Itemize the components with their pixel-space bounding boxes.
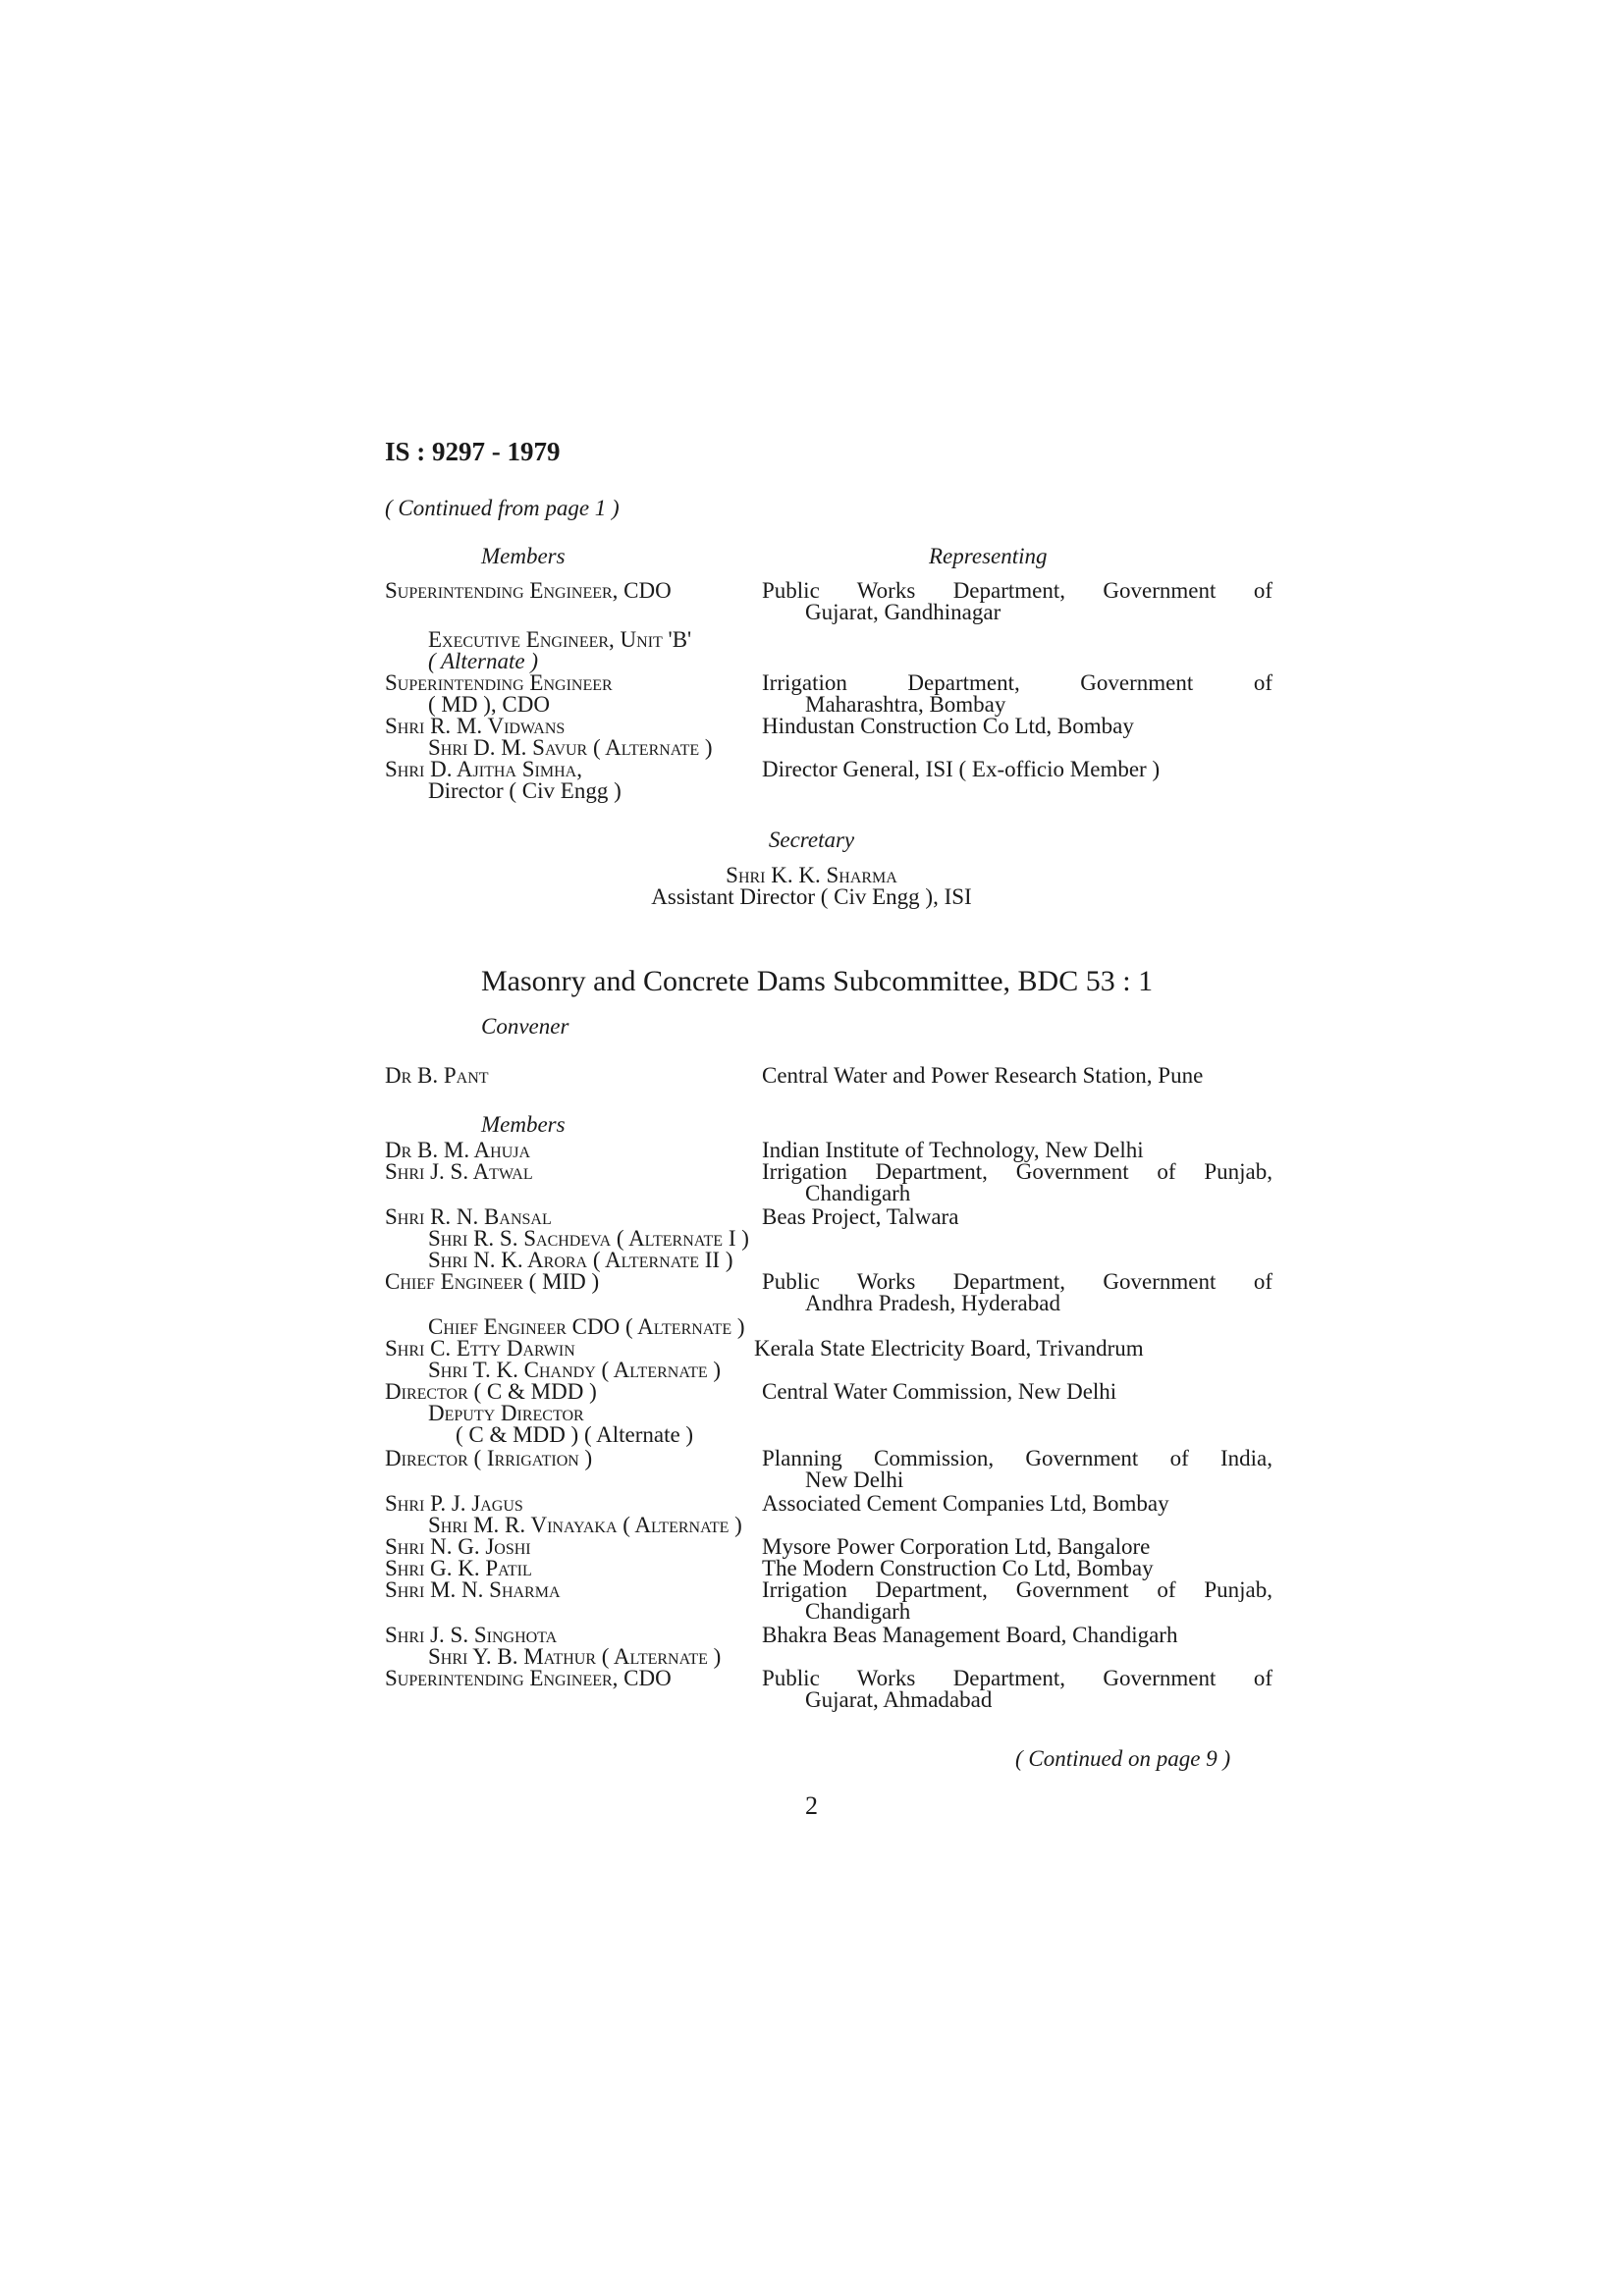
convener-heading: Convener [481, 1014, 569, 1039]
continued-on-note: ( Continued on page 9 ) [1015, 1746, 1231, 1771]
member-representing-cont: Gujarat, Ahmadabad [805, 1687, 993, 1712]
member-representing: Indian Institute of Technology, New Delhi [762, 1138, 1144, 1162]
members-heading: Members [481, 544, 566, 568]
member-name: Shri G. K. Patil [385, 1556, 532, 1580]
member-name: Executive Engineer, Unit 'B' [428, 627, 692, 652]
member-representing: Beas Project, Talwara [762, 1204, 959, 1229]
member-representing: Central Water Commission, New Delhi [762, 1379, 1117, 1404]
member-representing: Planning Commission, Government of India, [762, 1446, 1272, 1470]
member-representing: The Modern Construction Co Ltd, Bombay [762, 1556, 1154, 1580]
standard-number: IS : 9297 - 1979 [385, 437, 561, 466]
convener-representing: Central Water and Power Research Station, Pune [762, 1063, 1204, 1088]
page-number: 2 [805, 1791, 818, 1820]
member-name: Director ( Irrigation ) [385, 1446, 593, 1470]
member-representing-cont: Chandigarh [805, 1181, 911, 1205]
member-alternate: Shri D. M. Savur ( Alternate ) [428, 735, 713, 760]
member-representing-cont: Gujarat, Gandhinagar [805, 600, 1001, 624]
member-name: Shri N. G. Joshi [385, 1534, 531, 1559]
member-name: Shri D. Ajitha Simha, [385, 757, 582, 781]
member-representing-cont: Andhra Pradesh, Hyderabad [805, 1291, 1060, 1315]
convener-name: Dr B. Pant [385, 1063, 489, 1088]
member-representing: Kerala State Electricity Board, Trivandrum [754, 1336, 1144, 1361]
member-representing: Irrigation Department, Government of Punjab, [762, 1159, 1272, 1184]
member-representing-cont: Maharashtra, Bombay [805, 692, 1006, 717]
member-alternate: Shri T. K. Chandy ( Alternate ) [428, 1358, 722, 1382]
member-name: Shri R. N. Bansal [385, 1204, 552, 1229]
member-representing: Director General, ISI ( Ex-officio Member ) [762, 757, 1161, 781]
member-alternate-note: ( Alternate ) [428, 649, 538, 673]
member-name: Superintending Engineer, CDO [385, 1666, 672, 1690]
secretary-title: Assistant Director ( Civ Engg ), ISI [651, 884, 972, 909]
member-name: Superintending Engineer [385, 670, 613, 695]
member-name: Chief Engineer ( MID ) [385, 1269, 600, 1294]
member-representing: Hindustan Construction Co Ltd, Bombay [762, 714, 1134, 738]
member-representing: Irrigation Department, Government of [762, 670, 1272, 695]
member-name: Shri J. S. Singhota [385, 1623, 558, 1647]
member-alternate-note: ( C & MDD ) ( Alternate ) [456, 1422, 694, 1447]
member-name: Deputy Director [428, 1401, 584, 1425]
member-representing: Mysore Power Corporation Ltd, Bangalore [762, 1534, 1151, 1559]
members-heading-2: Members [481, 1112, 566, 1137]
member-name-cont: ( MD ), CDO [428, 692, 550, 717]
member-name: Shri P. J. Jagus [385, 1491, 523, 1516]
member-alternate: Shri M. R. Vinayaka ( Alternate ) [428, 1513, 742, 1537]
member-name: Shri M. N. Sharma [385, 1577, 561, 1602]
member-name: Shri C. Etty Darwin [385, 1336, 575, 1361]
member-alternate: Shri N. K. Arora ( Alternate II ) [428, 1248, 733, 1272]
member-representing: Irrigation Department, Government of Punjab, [762, 1577, 1272, 1602]
member-alternate: Shri R. S. Sachdeva ( Alternate I ) [428, 1226, 749, 1251]
continued-from-note: ( Continued from page 1 ) [385, 496, 620, 520]
member-name: Director ( C & MDD ) [385, 1379, 597, 1404]
secretary-heading: Secretary [768, 828, 855, 852]
member-representing-cont: Chandigarh [805, 1599, 911, 1624]
representing-heading: Representing [929, 544, 1048, 568]
member-representing: Public Works Department, Government of [762, 578, 1272, 603]
member-name: Shri R. M. Vidwans [385, 714, 566, 738]
member-representing: Public Works Department, Government of [762, 1666, 1272, 1690]
subcommittee-title: Masonry and Concrete Dams Subcommittee, BDC 53 : 1 [481, 965, 1154, 997]
member-name: Dr B. M. Ahuja [385, 1138, 531, 1162]
member-representing: Bhakra Beas Management Board, Chandigarh [762, 1623, 1178, 1647]
secretary-name: Shri K. K. Sharma [726, 863, 897, 887]
member-name: Shri J. S. Atwal [385, 1159, 533, 1184]
member-representing-cont: New Delhi [805, 1468, 904, 1492]
member-representing: Associated Cement Companies Ltd, Bombay [762, 1491, 1169, 1516]
member-alternate: Shri Y. B. Mathur ( Alternate ) [428, 1644, 722, 1669]
member-name: Superintending Engineer, CDO [385, 578, 672, 603]
member-name-cont: Director ( Civ Engg ) [428, 778, 622, 803]
member-representing: Public Works Department, Government of [762, 1269, 1272, 1294]
member-alternate: Chief Engineer CDO ( Alternate ) [428, 1314, 745, 1339]
